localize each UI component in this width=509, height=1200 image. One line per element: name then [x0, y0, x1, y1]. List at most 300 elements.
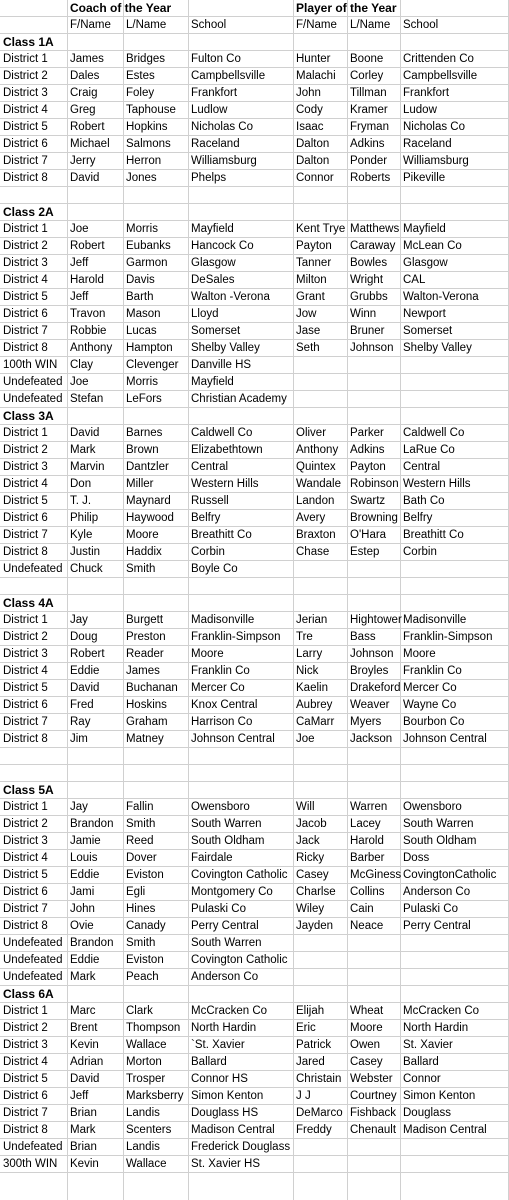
- row-label-cell[interactable]: District 2: [3, 631, 48, 643]
- player-school-cell[interactable]: Madisonville: [403, 614, 467, 626]
- player-first-name-cell[interactable]: John: [296, 87, 321, 99]
- player-last-name-cell[interactable]: Matthews: [350, 223, 400, 235]
- player-last-name-cell[interactable]: Payton: [350, 461, 386, 473]
- player-school-cell[interactable]: [400, 935, 509, 952]
- coach-first-name-cell[interactable]: Brent: [70, 1022, 98, 1034]
- player-last-name-cell[interactable]: Hightower: [350, 614, 402, 626]
- player-last-name-cell[interactable]: Roberts: [350, 172, 391, 184]
- coach-school-cell[interactable]: South Warren: [191, 818, 262, 830]
- coach-last-name-cell[interactable]: Clevenger: [126, 359, 179, 371]
- player-school-cell[interactable]: Doss: [403, 852, 430, 864]
- player-first-name-cell[interactable]: Christain: [296, 1073, 342, 1085]
- row-label-cell[interactable]: [0, 0, 67, 17]
- player-first-name-cell[interactable]: [293, 561, 347, 578]
- player-last-name-cell[interactable]: Barber: [350, 852, 385, 864]
- coach-last-name-cell[interactable]: Haddix: [126, 546, 162, 558]
- coach-school-cell[interactable]: Williamsburg: [191, 155, 257, 167]
- coach-school-cell[interactable]: Danville HS: [191, 359, 252, 371]
- player-first-name-cell[interactable]: [293, 1139, 347, 1156]
- row-label-cell[interactable]: District 4: [3, 104, 48, 116]
- player-first-name-cell[interactable]: Jayden: [296, 920, 334, 932]
- coach-first-name-cell[interactable]: Joe: [70, 376, 89, 388]
- coach-last-name-cell[interactable]: Maynard: [126, 495, 171, 507]
- row-label-cell[interactable]: District 8: [3, 342, 48, 354]
- player-last-name-cell[interactable]: Adkins: [350, 444, 385, 456]
- row-label-cell[interactable]: District 1: [3, 614, 48, 626]
- coach-last-name-cell[interactable]: Foley: [126, 87, 155, 99]
- coach-first-name-cell[interactable]: David: [70, 682, 100, 694]
- player-last-name-cell[interactable]: Chenault: [350, 1124, 397, 1136]
- player-school-cell[interactable]: Johnson Central: [403, 733, 487, 745]
- player-last-name-cell[interactable]: Wheat: [350, 1005, 384, 1017]
- player-school-cell[interactable]: Somerset: [403, 325, 453, 337]
- player-first-name-cell[interactable]: Larry: [296, 648, 323, 660]
- row-label-cell[interactable]: 300th WIN: [3, 1158, 58, 1170]
- player-school-cell[interactable]: Owensboro: [403, 801, 462, 813]
- coach-last-name-cell[interactable]: Clark: [126, 1005, 153, 1017]
- coach-first-name-cell[interactable]: Don: [70, 478, 92, 490]
- player-last-name-cell[interactable]: [347, 578, 400, 595]
- player-first-name-cell[interactable]: Player of the Year: [296, 1, 397, 15]
- coach-first-name-cell[interactable]: David: [70, 427, 100, 439]
- player-school-cell[interactable]: Ballard: [403, 1056, 439, 1068]
- player-first-name-cell[interactable]: [293, 765, 347, 782]
- coach-last-name-cell[interactable]: Mason: [126, 308, 161, 320]
- row-label-cell[interactable]: 100th WIN: [3, 359, 58, 371]
- coach-last-name-cell[interactable]: Morris: [126, 223, 158, 235]
- player-last-name-cell[interactable]: Wright: [350, 274, 384, 286]
- player-school-cell[interactable]: [400, 952, 509, 969]
- row-label-cell[interactable]: District 5: [3, 291, 48, 303]
- player-first-name-cell[interactable]: Joe: [296, 733, 315, 745]
- player-last-name-cell[interactable]: [347, 357, 400, 374]
- row-label-cell[interactable]: Class 1A: [3, 35, 54, 49]
- player-first-name-cell[interactable]: Ricky: [296, 852, 325, 864]
- coach-school-cell[interactable]: Ludlow: [191, 104, 228, 116]
- player-last-name-cell[interactable]: Caraway: [350, 240, 396, 252]
- coach-school-cell[interactable]: Mercer Co: [191, 682, 245, 694]
- player-school-cell[interactable]: Crittenden Co: [403, 53, 474, 65]
- coach-school-cell[interactable]: McCracken Co: [191, 1005, 268, 1017]
- coach-school-cell[interactable]: DeSales: [191, 274, 235, 286]
- coach-first-name-cell[interactable]: Coach of the Year: [70, 1, 172, 15]
- coach-first-name-cell[interactable]: Chuck: [70, 563, 103, 575]
- coach-first-name-cell[interactable]: Philip: [70, 512, 99, 524]
- player-last-name-cell[interactable]: [347, 935, 400, 952]
- coach-school-cell[interactable]: Central: [191, 461, 229, 473]
- coach-school-cell[interactable]: Connor HS: [191, 1073, 248, 1085]
- player-first-name-cell[interactable]: [293, 578, 347, 595]
- coach-school-cell[interactable]: Fairdale: [191, 852, 233, 864]
- player-last-name-cell[interactable]: Robinson: [350, 478, 399, 490]
- player-school-cell[interactable]: Bourbon Co: [403, 716, 465, 728]
- coach-last-name-cell[interactable]: [123, 0, 188, 17]
- coach-last-name-cell[interactable]: Preston: [126, 631, 166, 643]
- coach-last-name-cell[interactable]: Marksberry: [126, 1090, 184, 1102]
- player-first-name-cell[interactable]: Eric: [296, 1022, 316, 1034]
- player-first-name-cell[interactable]: [293, 748, 347, 765]
- player-first-name-cell[interactable]: CaMarr: [296, 716, 335, 728]
- coach-last-name-cell[interactable]: Moore: [126, 529, 159, 541]
- coach-last-name-cell[interactable]: Wallace: [126, 1158, 167, 1170]
- coach-school-cell[interactable]: Hancock Co: [191, 240, 254, 252]
- coach-school-cell[interactable]: Mayfield: [191, 223, 234, 235]
- player-last-name-cell[interactable]: Warren: [350, 801, 388, 813]
- coach-school-cell[interactable]: Mayfield: [191, 376, 234, 388]
- coach-first-name-cell[interactable]: Ray: [70, 716, 91, 728]
- player-school-cell[interactable]: [400, 986, 509, 1003]
- coach-last-name-cell[interactable]: Brown: [126, 444, 159, 456]
- coach-last-name-cell[interactable]: James: [126, 665, 160, 677]
- coach-first-name-cell[interactable]: Michael: [70, 138, 110, 150]
- coach-first-name-cell[interactable]: Jerry: [70, 155, 96, 167]
- coach-first-name-cell[interactable]: Robert: [70, 240, 105, 252]
- player-school-cell[interactable]: Corbin: [403, 546, 437, 558]
- row-label-cell[interactable]: District 3: [3, 461, 48, 473]
- row-label-cell[interactable]: District 7: [3, 903, 48, 915]
- row-label-cell[interactable]: District 2: [3, 1022, 48, 1034]
- coach-last-name-cell[interactable]: Barth: [126, 291, 154, 303]
- player-school-cell[interactable]: Williamsburg: [403, 155, 469, 167]
- player-first-name-cell[interactable]: Will: [296, 801, 315, 813]
- coach-school-cell[interactable]: Frankfort: [191, 87, 238, 99]
- player-first-name-cell[interactable]: [293, 935, 347, 952]
- player-school-cell[interactable]: Mayfield: [403, 223, 446, 235]
- row-label-cell[interactable]: Undefeated: [3, 376, 63, 388]
- player-first-name-cell[interactable]: Grant: [296, 291, 325, 303]
- player-school-cell[interactable]: [400, 374, 509, 391]
- coach-school-cell[interactable]: Pulaski Co: [191, 903, 246, 915]
- coach-school-cell[interactable]: Franklin-Simpson: [191, 631, 281, 643]
- coach-first-name-cell[interactable]: Dales: [70, 70, 100, 82]
- player-last-name-cell[interactable]: Courtney: [350, 1090, 397, 1102]
- coach-first-name-cell[interactable]: Mark: [70, 971, 96, 983]
- player-last-name-cell[interactable]: [347, 408, 400, 425]
- coach-last-name-cell[interactable]: Miller: [126, 478, 154, 490]
- player-school-cell[interactable]: [400, 969, 509, 986]
- player-school-cell[interactable]: [400, 187, 509, 204]
- coach-first-name-cell[interactable]: Kyle: [70, 529, 93, 541]
- coach-school-cell[interactable]: Harrison Co: [191, 716, 253, 728]
- coach-last-name-cell[interactable]: Scenters: [126, 1124, 172, 1136]
- player-last-name-cell[interactable]: Bowles: [350, 257, 388, 269]
- player-school-cell[interactable]: [400, 561, 509, 578]
- coach-school-cell[interactable]: Fulton Co: [191, 53, 241, 65]
- coach-school-cell[interactable]: Anderson Co: [191, 971, 259, 983]
- coach-first-name-cell[interactable]: Doug: [70, 631, 98, 643]
- coach-last-name-cell[interactable]: [123, 34, 188, 51]
- player-last-name-cell[interactable]: Cain: [350, 903, 374, 915]
- player-first-name-cell[interactable]: Dalton: [296, 155, 330, 167]
- coach-first-name-cell[interactable]: Marvin: [70, 461, 105, 473]
- player-school-cell[interactable]: CAL: [403, 274, 426, 286]
- coach-school-cell[interactable]: Walton -Verona: [191, 291, 270, 303]
- row-label-cell[interactable]: District 4: [3, 1056, 48, 1068]
- coach-first-name-cell[interactable]: Eddie: [70, 869, 100, 881]
- player-first-name-cell[interactable]: [293, 595, 347, 612]
- row-label-cell[interactable]: District 4: [3, 274, 48, 286]
- player-first-name-cell[interactable]: [293, 1156, 347, 1173]
- row-label-cell[interactable]: Undefeated: [3, 1141, 63, 1153]
- row-label-cell[interactable]: District 8: [3, 920, 48, 932]
- player-school-cell[interactable]: Ludow: [403, 104, 437, 116]
- row-label-cell[interactable]: District 2: [3, 444, 48, 456]
- coach-first-name-cell[interactable]: Jay: [70, 801, 88, 813]
- coach-school-cell[interactable]: Moore: [191, 648, 224, 660]
- coach-last-name-cell[interactable]: Morton: [126, 1056, 162, 1068]
- coach-first-name-cell[interactable]: [67, 34, 123, 51]
- player-school-cell[interactable]: Breathitt Co: [403, 529, 464, 541]
- row-label-cell[interactable]: [0, 17, 67, 34]
- coach-last-name-cell[interactable]: [123, 187, 188, 204]
- row-label-cell[interactable]: District 8: [3, 546, 48, 558]
- coach-first-name-cell[interactable]: [67, 748, 123, 765]
- player-last-name-cell[interactable]: [347, 0, 400, 17]
- player-first-name-cell[interactable]: Jow: [296, 308, 317, 320]
- coach-last-name-cell[interactable]: Thompson: [126, 1022, 181, 1034]
- row-label-cell[interactable]: District 1: [3, 223, 48, 235]
- player-school-cell[interactable]: Western Hills: [403, 478, 471, 490]
- player-school-cell[interactable]: Caldwell Co: [403, 427, 465, 439]
- row-label-cell[interactable]: District 8: [3, 1124, 48, 1136]
- player-last-name-cell[interactable]: [347, 34, 400, 51]
- coach-first-name-cell[interactable]: [67, 986, 123, 1003]
- player-first-name-cell[interactable]: Anthony: [296, 444, 339, 456]
- player-school-cell[interactable]: Moore: [403, 648, 436, 660]
- player-school-cell[interactable]: Pulaski Co: [403, 903, 458, 915]
- coach-first-name-cell[interactable]: Mark: [70, 1124, 96, 1136]
- coach-school-cell[interactable]: [188, 187, 293, 204]
- coach-school-cell[interactable]: [188, 765, 293, 782]
- player-last-name-cell[interactable]: Webster: [350, 1073, 393, 1085]
- player-last-name-cell[interactable]: Kramer: [350, 104, 388, 116]
- coach-last-name-cell[interactable]: Landis: [126, 1107, 160, 1119]
- player-first-name-cell[interactable]: [293, 34, 347, 51]
- player-last-name-cell[interactable]: [347, 782, 400, 799]
- row-label-cell[interactable]: [0, 187, 67, 204]
- player-school-cell[interactable]: Frankfort: [403, 87, 450, 99]
- player-first-name-cell[interactable]: Nick: [296, 665, 319, 677]
- player-last-name-cell[interactable]: Adkins: [350, 138, 385, 150]
- coach-first-name-cell[interactable]: [67, 782, 123, 799]
- player-first-name-cell[interactable]: Jack: [296, 835, 320, 847]
- coach-last-name-cell[interactable]: Peach: [126, 971, 159, 983]
- player-school-cell[interactable]: [400, 1139, 509, 1156]
- player-school-cell[interactable]: South Oldham: [403, 835, 477, 847]
- coach-first-name-cell[interactable]: Jamie: [70, 835, 101, 847]
- coach-first-name-cell[interactable]: Adrian: [70, 1056, 104, 1068]
- player-school-cell[interactable]: Nicholas Co: [403, 121, 465, 133]
- row-label-cell[interactable]: District 7: [3, 325, 48, 337]
- player-last-name-cell[interactable]: Harold: [350, 835, 384, 847]
- player-first-name-cell[interactable]: [293, 969, 347, 986]
- player-last-name-cell[interactable]: [347, 561, 400, 578]
- coach-first-name-cell[interactable]: Brandon: [70, 818, 114, 830]
- coach-first-name-cell[interactable]: David: [70, 172, 100, 184]
- coach-first-name-cell[interactable]: Kevin: [70, 1039, 99, 1051]
- player-last-name-cell[interactable]: Moore: [350, 1022, 383, 1034]
- coach-first-name-cell[interactable]: Robbie: [70, 325, 107, 337]
- player-last-name-cell[interactable]: Neace: [350, 920, 384, 932]
- coach-first-name-cell[interactable]: Eddie: [70, 665, 100, 677]
- coach-first-name-cell[interactable]: [67, 765, 123, 782]
- player-school-cell[interactable]: School: [403, 19, 439, 31]
- player-school-cell[interactable]: Mercer Co: [403, 682, 457, 694]
- player-last-name-cell[interactable]: Casey: [350, 1056, 383, 1068]
- coach-first-name-cell[interactable]: F/Name: [70, 19, 111, 31]
- coach-school-cell[interactable]: Phelps: [191, 172, 227, 184]
- coach-last-name-cell[interactable]: Smith: [126, 563, 156, 575]
- row-label-cell[interactable]: District 4: [3, 478, 48, 490]
- player-school-cell[interactable]: [400, 578, 509, 595]
- row-label-cell[interactable]: District 3: [3, 648, 48, 660]
- player-school-cell[interactable]: Shelby Valley: [403, 342, 472, 354]
- player-school-cell[interactable]: North Hardin: [403, 1022, 469, 1034]
- coach-school-cell[interactable]: [188, 0, 293, 17]
- player-school-cell[interactable]: Franklin Co: [403, 665, 462, 677]
- player-last-name-cell[interactable]: Johnson: [350, 648, 394, 660]
- coach-school-cell[interactable]: Simon Kenton: [191, 1090, 264, 1102]
- coach-last-name-cell[interactable]: [123, 595, 188, 612]
- player-first-name-cell[interactable]: Quintex: [296, 461, 336, 473]
- player-first-name-cell[interactable]: Elijah: [296, 1005, 325, 1017]
- player-school-cell[interactable]: [400, 782, 509, 799]
- player-school-cell[interactable]: Douglass: [403, 1107, 451, 1119]
- coach-last-name-cell[interactable]: Hampton: [126, 342, 173, 354]
- coach-last-name-cell[interactable]: Wallace: [126, 1039, 167, 1051]
- player-last-name-cell[interactable]: [347, 748, 400, 765]
- row-label-cell[interactable]: District 6: [3, 886, 48, 898]
- coach-last-name-cell[interactable]: [123, 204, 188, 221]
- player-first-name-cell[interactable]: Seth: [296, 342, 320, 354]
- coach-first-name-cell[interactable]: Eddie: [70, 954, 100, 966]
- coach-first-name-cell[interactable]: Jeff: [70, 291, 89, 303]
- coach-first-name-cell[interactable]: Harold: [70, 274, 104, 286]
- coach-last-name-cell[interactable]: [123, 765, 188, 782]
- player-school-cell[interactable]: Connor: [403, 1073, 441, 1085]
- player-first-name-cell[interactable]: Braxton: [296, 529, 336, 541]
- player-school-cell[interactable]: Simon Kenton: [403, 1090, 476, 1102]
- player-first-name-cell[interactable]: Patrick: [296, 1039, 332, 1051]
- coach-school-cell[interactable]: South Oldham: [191, 835, 265, 847]
- coach-last-name-cell[interactable]: Morris: [126, 376, 158, 388]
- player-first-name-cell[interactable]: Wandale: [296, 478, 341, 490]
- coach-school-cell[interactable]: Lloyd: [191, 308, 219, 320]
- row-label-cell[interactable]: District 4: [3, 665, 48, 677]
- player-school-cell[interactable]: Pikeville: [403, 172, 446, 184]
- player-first-name-cell[interactable]: [293, 782, 347, 799]
- coach-last-name-cell[interactable]: [123, 748, 188, 765]
- coach-school-cell[interactable]: [188, 986, 293, 1003]
- coach-last-name-cell[interactable]: [123, 578, 188, 595]
- row-label-cell[interactable]: Undefeated: [3, 393, 63, 405]
- row-label-cell[interactable]: District 6: [3, 512, 48, 524]
- player-first-name-cell[interactable]: F/Name: [296, 19, 337, 31]
- player-last-name-cell[interactable]: [347, 1156, 400, 1173]
- row-label-cell[interactable]: District 7: [3, 155, 48, 167]
- player-first-name-cell[interactable]: Jerian: [296, 614, 328, 626]
- player-last-name-cell[interactable]: Tillman: [350, 87, 387, 99]
- player-last-name-cell[interactable]: McGiness: [350, 869, 402, 881]
- player-school-cell[interactable]: Glasgow: [403, 257, 448, 269]
- coach-last-name-cell[interactable]: Hines: [126, 903, 156, 915]
- row-label-cell[interactable]: District 1: [3, 427, 48, 439]
- player-first-name-cell[interactable]: Milton: [296, 274, 327, 286]
- coach-school-cell[interactable]: [188, 578, 293, 595]
- coach-school-cell[interactable]: Corbin: [191, 546, 225, 558]
- coach-first-name-cell[interactable]: [67, 204, 123, 221]
- player-school-cell[interactable]: [400, 204, 509, 221]
- player-last-name-cell[interactable]: L/Name: [350, 19, 391, 31]
- player-school-cell[interactable]: [400, 357, 509, 374]
- coach-last-name-cell[interactable]: Garmon: [126, 257, 168, 269]
- coach-last-name-cell[interactable]: Burgett: [126, 614, 164, 626]
- coach-first-name-cell[interactable]: David: [70, 1073, 100, 1085]
- coach-first-name-cell[interactable]: Louis: [70, 852, 98, 864]
- row-label-cell[interactable]: District 2: [3, 70, 48, 82]
- player-first-name-cell[interactable]: Jared: [296, 1056, 325, 1068]
- coach-last-name-cell[interactable]: Lucas: [126, 325, 157, 337]
- coach-school-cell[interactable]: Madisonville: [191, 614, 255, 626]
- player-last-name-cell[interactable]: Winn: [350, 308, 377, 320]
- coach-school-cell[interactable]: Franklin Co: [191, 665, 250, 677]
- row-label-cell[interactable]: [0, 578, 67, 595]
- player-last-name-cell[interactable]: Bruner: [350, 325, 385, 337]
- player-first-name-cell[interactable]: Chase: [296, 546, 330, 558]
- player-last-name-cell[interactable]: Corley: [350, 70, 384, 82]
- coach-last-name-cell[interactable]: [123, 782, 188, 799]
- player-first-name-cell[interactable]: Connor: [296, 172, 334, 184]
- player-first-name-cell[interactable]: Kent Trye: [296, 223, 346, 235]
- player-first-name-cell[interactable]: Hunter: [296, 53, 331, 65]
- player-school-cell[interactable]: Central: [403, 461, 441, 473]
- row-label-cell[interactable]: Undefeated: [3, 563, 63, 575]
- coach-school-cell[interactable]: [188, 204, 293, 221]
- row-label-cell[interactable]: Undefeated: [3, 954, 63, 966]
- player-school-cell[interactable]: Bath Co: [403, 495, 445, 507]
- player-school-cell[interactable]: [400, 0, 509, 17]
- coach-first-name-cell[interactable]: [67, 408, 123, 425]
- player-school-cell[interactable]: [400, 34, 509, 51]
- coach-first-name-cell[interactable]: James: [70, 53, 104, 65]
- coach-school-cell[interactable]: Knox Central: [191, 699, 258, 711]
- coach-school-cell[interactable]: Ballard: [191, 1056, 227, 1068]
- coach-school-cell[interactable]: Owensboro: [191, 801, 250, 813]
- player-last-name-cell[interactable]: Owen: [350, 1039, 381, 1051]
- coach-first-name-cell[interactable]: Travon: [70, 308, 106, 320]
- coach-school-cell[interactable]: [188, 748, 293, 765]
- coach-first-name-cell[interactable]: Craig: [70, 87, 98, 99]
- coach-last-name-cell[interactable]: Dantzler: [126, 461, 169, 473]
- player-last-name-cell[interactable]: Boone: [350, 53, 384, 65]
- player-school-cell[interactable]: Campbellsville: [403, 70, 478, 82]
- player-last-name-cell[interactable]: Lacey: [350, 818, 381, 830]
- row-label-cell[interactable]: District 5: [3, 682, 48, 694]
- row-label-cell[interactable]: District 5: [3, 495, 48, 507]
- coach-first-name-cell[interactable]: Brian: [70, 1107, 97, 1119]
- coach-first-name-cell[interactable]: Brandon: [70, 937, 114, 949]
- row-label-cell[interactable]: District 8: [3, 733, 48, 745]
- player-school-cell[interactable]: Newport: [403, 308, 446, 320]
- player-last-name-cell[interactable]: Bass: [350, 631, 376, 643]
- row-label-cell[interactable]: District 5: [3, 121, 48, 133]
- player-first-name-cell[interactable]: [293, 374, 347, 391]
- coach-last-name-cell[interactable]: Canady: [126, 920, 166, 932]
- player-last-name-cell[interactable]: Fishback: [350, 1107, 397, 1119]
- player-school-cell[interactable]: [400, 595, 509, 612]
- coach-first-name-cell[interactable]: Jami: [70, 886, 95, 898]
- player-first-name-cell[interactable]: J J: [296, 1090, 311, 1102]
